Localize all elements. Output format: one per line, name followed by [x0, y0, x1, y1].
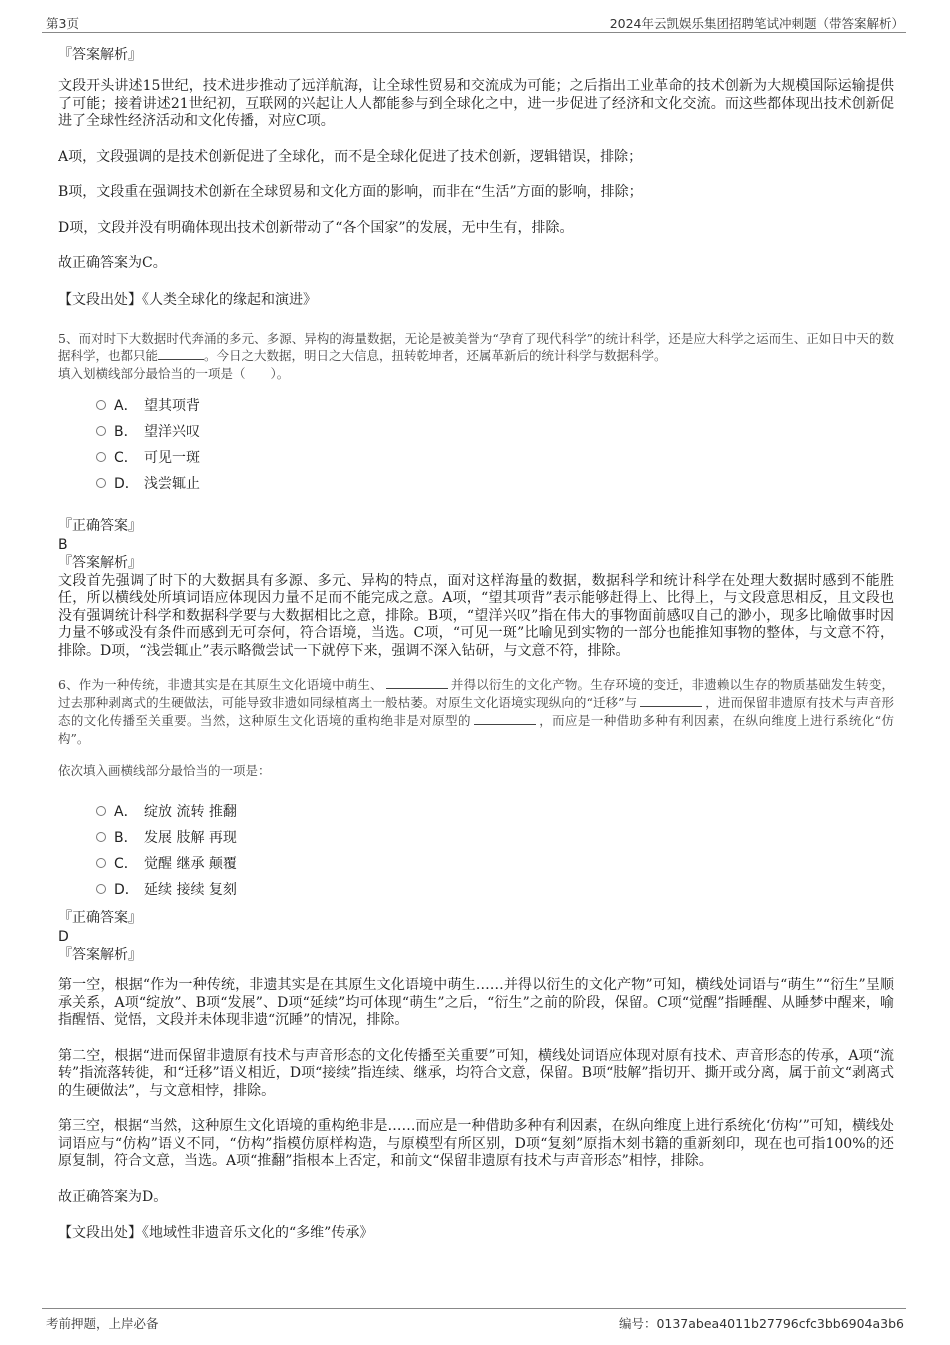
option-b[interactable]: B． 发展 肢解 再现 [96, 825, 894, 851]
correct-answer: D [58, 929, 69, 946]
question-5-options [96, 393, 894, 497]
analysis-option-a: A项，文段强调的是技术创新促进了全球化，而不是全球化促进了技术创新，逻辑错误，排除； [58, 148, 643, 165]
option-c[interactable]: C． 可见一斑 [96, 445, 894, 471]
answer-blank [474, 712, 536, 725]
question-6-options [96, 799, 894, 903]
question-6-instruction: 依次填入画横线部分最恰当的一项是： [58, 762, 271, 778]
footer-slogan: 考前押题，上岸必备 [46, 1316, 159, 1331]
conclusion: 故正确答案为D。 [58, 1188, 168, 1205]
option-d[interactable]: D． 延续 接续 复刻 [96, 877, 894, 903]
conclusion: 故正确答案为C。 [58, 255, 167, 271]
analysis-label: 『答案解析』 [58, 554, 142, 571]
document-title: 2024年云凯娱乐集团招聘笔试冲刺题（带答案解析） [609, 16, 904, 31]
option-b[interactable]: B． 望洋兴叹 [96, 419, 894, 445]
analysis-option-b: B项，文段重在强调技术创新在全球贸易和文化方面的影响，而非在“生活”方面的影响，排除； [58, 184, 643, 200]
source-citation: 【文段出处】《人类全球化的缘起和演进》 [58, 291, 317, 308]
correct-answer-label: 『正确答案』 [58, 910, 142, 927]
question-5-stem: 5、而对时下大数据时代奔涌的多元、多源、异构的海量数据，无论是被美誉为“孕育了现代科学”的统计科学，还是应大科学之运而生、正如日中天的数据科学，也都只能 。今日之大数据，明日之大信息，扭转乾坤者，还属革新后的统计科学与数据科学。 [58, 330, 894, 364]
source-citation: 【文段出处】《地域性非遗音乐文化的“多维”传承》 [58, 1225, 374, 1242]
answer-blank [640, 694, 702, 707]
radio-button-icon[interactable] [96, 858, 106, 868]
question-6-stem: 6、作为一种传统，非遗其实是在其原生文化语境中萌生、 并得以衍生的文化产物。生存环境的变迁，非遗赖以生存的物质基础发生转变，过去那种剥离式的生硬做法，可能导致非遗如同绿植离土一般枯萎。对原生文化语境实现纵向的“迁移”与 ，进而保留非遗原有技术与声音形态的文化传播至关重要。当然，这种原生文化语境的重构绝非是对原型的 ，而应是一种借助多种有利因素，在纵向维度上进行系统化“仿构”。 [58, 677, 894, 746]
question-5-instruction: 填入划横线部分最恰当的一项是（ ）。 [58, 366, 290, 382]
analysis-label: 『答案解析』 [58, 947, 142, 964]
radio-button-icon[interactable] [96, 832, 106, 842]
correct-answer-label: 『正确答案』 [58, 517, 142, 534]
radio-button-icon[interactable] [96, 400, 106, 410]
page-footer [42, 1308, 906, 1331]
answer-blank [386, 676, 448, 689]
analysis-blank-1: 第一空，根据“作为一种传统，非遗其实是在其原生文化语境中萌生……并得以衍生的文化产物”可知，横线处词语与“萌生”“衍生”呈顺承关系，A项“绽放”、B项“发展”、D项“延续”均可体现“萌生”之后，“衍生”之前的阶段，保留。C项“觉醒”指睡醒、从睡梦中醒来，喻指醒悟、觉悟，文段并未体现非遗“沉睡”的情况，排除。 [58, 977, 894, 1029]
option-a[interactable]: A． 望其项背 [96, 393, 894, 419]
page-number: 第3页 [46, 16, 79, 31]
document-id: 编号：0137abea4011b27796cfc3bb6904a3b6 [618, 1316, 904, 1331]
radio-button-icon[interactable] [96, 426, 106, 436]
option-d[interactable]: D． 浅尝辄止 [96, 471, 894, 497]
radio-button-icon[interactable] [96, 806, 106, 816]
correct-answer: B [58, 536, 68, 553]
analysis-blank-3: 第三空，根据“当然，这种原生文化语境的重构绝非是……而应是一种借助多种有利因素，在纵向维度上进行系统化‘仿构’”可知，横线处词语应与“仿构”语义不同，“仿构”指模仿原样构造，与原模型有所区别，D项“复刻”原指木刻书籍的重新刻印，现在也可指100%的还原复制，符合文意，当选。A项“推翻”指根本上否定，和前文“保留非遗原有技术与声音形态”相悖，排除。 [58, 1118, 894, 1170]
radio-button-icon[interactable] [96, 452, 106, 462]
analysis-paragraph: 文段首先强调了时下的大数据具有多源、多元、异构的特点，面对这样海量的数据，数据科学和统计科学在处理大数据时感到不能胜任，所以横线处所填词语应体现因力量不足而不能完成之意。A项，“望其项背”表示能够赶得上、比得上，与文段意思相反，且文段也没有强调统计科学和数据科学要与大数据相比之意，排除。B项，“望洋兴叹”指在伟大的事物面前感叹自己的渺小，现多比喻做事时因力量不够或没有条件而感到无可奈何，符合语境，当选。C项，“可见一斑”比喻见到实物的一部分也能推知事物的整体，与文意不符，排除。D项，“浅尝辄止”表示略微尝试一下就停下来，强调不深入钻研，与文意不符，排除。 [58, 572, 894, 659]
analysis-paragraph: 文段开头讲述15世纪，技术进步推动了远洋航海，让全球性贸易和交流成为可能；之后指出工业革命的技术创新为大规模国际运输提供了可能；接着讲述21世纪初，互联网的兴起让人人都能参与到全球化之中，进一步促进了经济和文化交流。而这些都体现出技术创新促进了全球性经济活动和文化传播，对应C项。 [58, 78, 894, 129]
analysis-label: 『答案解析』 [58, 47, 142, 63]
analysis-option-d: D项，文段并没有明确体现出技术创新带动了“各个国家”的发展，无中生有，排除。 [58, 219, 574, 236]
analysis-blank-2: 第二空，根据“进而保留非遗原有技术与声音形态的文化传播至关重要”可知，横线处词语应体现对原有技术、声音形态的传承，A项“流转”指流落转徙，和“迁移”语义相近，D项“接续”指连续、继承，均符合文意，保留。B项“肢解”指切开、撕开或分离，属于前文“剥离式的生硬做法”，与文意相悖，排除。 [58, 1047, 894, 1099]
option-c[interactable]: C． 觉醒 继承 颠覆 [96, 851, 894, 877]
radio-button-icon[interactable] [96, 478, 106, 488]
radio-button-icon[interactable] [96, 884, 106, 894]
page-content [58, 46, 894, 1304]
answer-blank [158, 347, 204, 360]
page-header [42, 12, 906, 33]
option-a[interactable]: A． 绽放 流转 推翻 [96, 799, 894, 825]
